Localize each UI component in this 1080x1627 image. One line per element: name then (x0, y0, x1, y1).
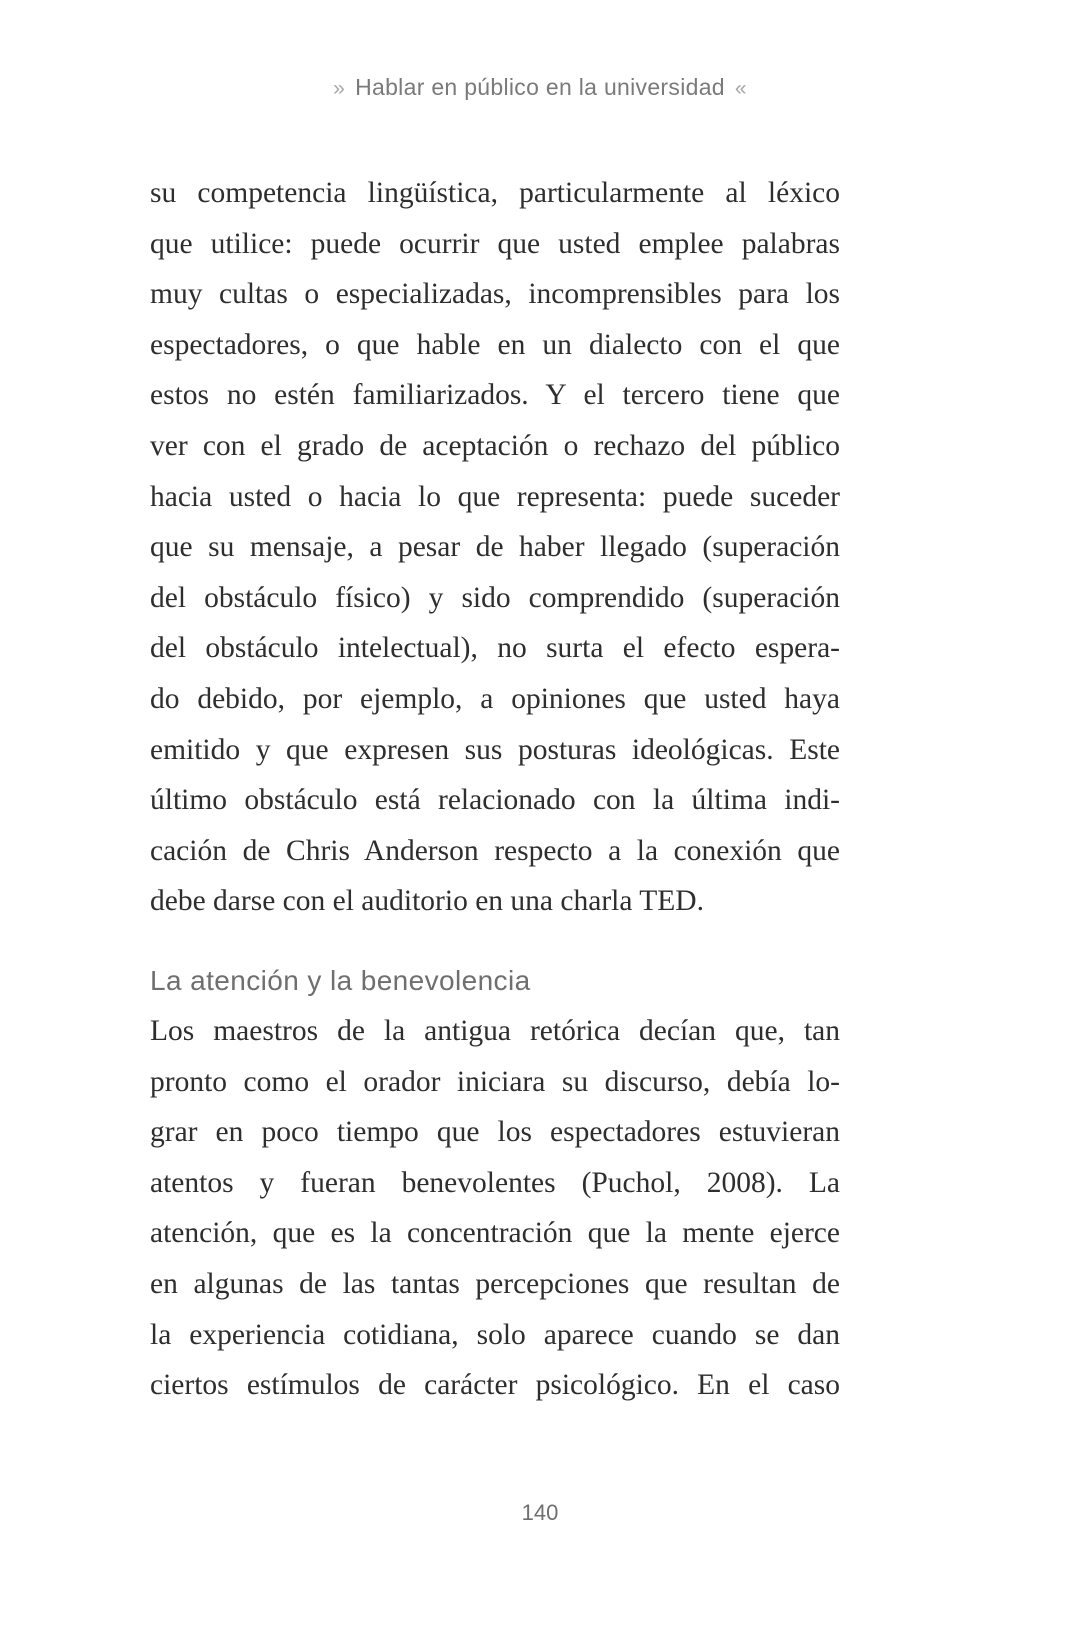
text-line: último obstáculo está relacionado con la última indi- (150, 784, 840, 817)
section-heading: La atención y la benevolencia (150, 965, 531, 996)
header-title: Hablar en público en la universidad (355, 74, 725, 100)
paragraph-2 (150, 1006, 840, 1411)
text-line: del obstáculo físico) y sido comprendido (superación (150, 581, 840, 614)
text-line: do debido, por ejemplo, a opiniones que usted haya (150, 682, 840, 715)
text-line: hacia usted o hacia lo que representa: puede suceder (150, 480, 840, 513)
text-line: atentos y fueran benevolentes (Puchol, 2008). La (150, 1166, 840, 1199)
text-line: la experiencia cotidiana, solo aparece cuando se dan (150, 1318, 840, 1351)
text-line: estos no estén familiarizados. Y el tercero tiene que (150, 379, 840, 412)
page-number: 140 (521, 1500, 559, 1525)
text-line: cación de Chris Anderson respecto a la conexión que (150, 834, 840, 867)
header-left-mark: » (333, 77, 346, 100)
text-line: del obstáculo intelectual), no surta el efecto espera- (150, 632, 840, 665)
text-line: emitido y que expresen sus posturas ideológicas. Este (150, 733, 840, 766)
text-line: muy cultas o especializadas, incomprensibles para los (150, 278, 840, 311)
header-right-mark: « (734, 77, 747, 100)
text-line: ciertos estímulos de carácter psicológico. En el caso (150, 1369, 840, 1402)
text-line: ver con el grado de aceptación o rechazo del público (150, 429, 840, 462)
text-line: Los maestros de la antigua retórica decían que, tan (150, 1015, 840, 1047)
text-line: que utilice: puede ocurrir que usted emplee palabras (150, 227, 840, 260)
text-line: en algunas de las tantas percepciones que resultan de (150, 1267, 840, 1300)
text-line: grar en poco tiempo que los espectadores estuvieran (150, 1116, 840, 1149)
text-line: que su mensaje, a pesar de haber llegado (superación (150, 531, 840, 564)
text-line: atención, que es la concentración que la mente ejerce (150, 1217, 840, 1250)
text-line: su competencia lingüística, particularmente al léxico (150, 177, 840, 209)
text-line: espectadores, o que hable en un dialecto con el que (150, 328, 840, 361)
text-line: debe darse con el auditorio en una charla TED. (150, 885, 704, 918)
text-line: pronto como el orador iniciara su discurso, debía lo- (150, 1065, 840, 1098)
paragraph-1 (150, 168, 840, 927)
running-header (0, 74, 1080, 101)
